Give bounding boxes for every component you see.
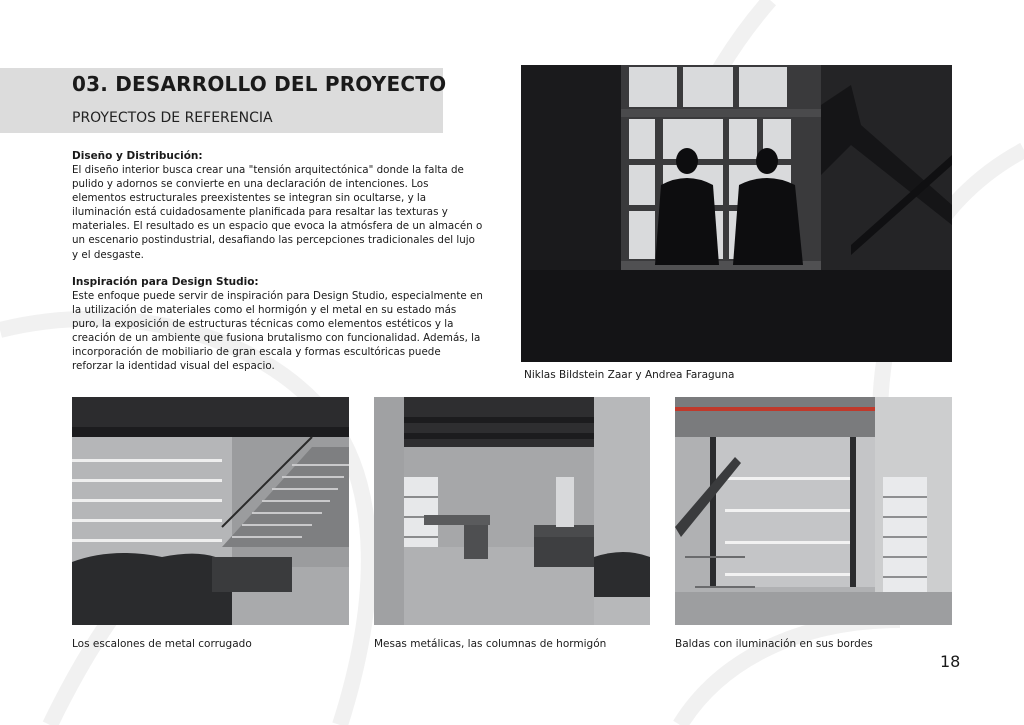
design-heading: Diseño y Distribución: — [72, 150, 203, 162]
staircase-caption: Los escalones de metal corrugado — [72, 638, 252, 650]
shelves-photo — [675, 397, 952, 625]
page-number: 18 — [940, 652, 961, 671]
main-photo-caption: Niklas Bildstein Zaar y Andrea Faraguna — [524, 369, 735, 381]
text-column — [72, 149, 484, 373]
inspiration-section — [72, 275, 484, 374]
design-body: El diseño interior busca crear una "tensión arquitectónica" donde la falta de pulido y adornos se convierte en una declaración de intenciones. Los elementos estructurales preexistentes se integran sin ocultarse, y la iluminación está cuidadosamente planificada para resaltar las texturas y materiales. El resultado es un espacio que evoca la atmósfera de un almacén o un escenario postindustrial, desafiando las percepciones tradicionales del lujo y el desgaste. — [72, 164, 483, 261]
tables-caption: Mesas metálicas, las columnas de hormigón — [374, 638, 607, 650]
section-subtitle: PROYECTOS DE REFERENCIA — [72, 110, 273, 126]
tables-photo — [374, 397, 650, 625]
section-title: 03. DESARROLLO DEL PROYECTO — [72, 72, 447, 96]
main-photo — [521, 65, 952, 362]
inspiration-body: Este enfoque puede servir de inspiración para Design Studio, especialmente en la utilización de materiales como el hormigón y el metal en su estado más puro, la exposición de estructuras técnicas como elementos estéticos y la creación de un ambiente que fusiona brutalismo con funcionalidad. Además, la incorporación de mobiliario de gran escala y formas escultóricas puede reforzar la identidad visual del espacio. — [72, 289, 483, 373]
staircase-photo — [72, 397, 349, 625]
inspiration-heading: Inspiración para Design Studio: — [72, 275, 259, 288]
design-section — [72, 149, 484, 262]
shelves-caption: Baldas con iluminación en sus bordes — [675, 638, 873, 650]
